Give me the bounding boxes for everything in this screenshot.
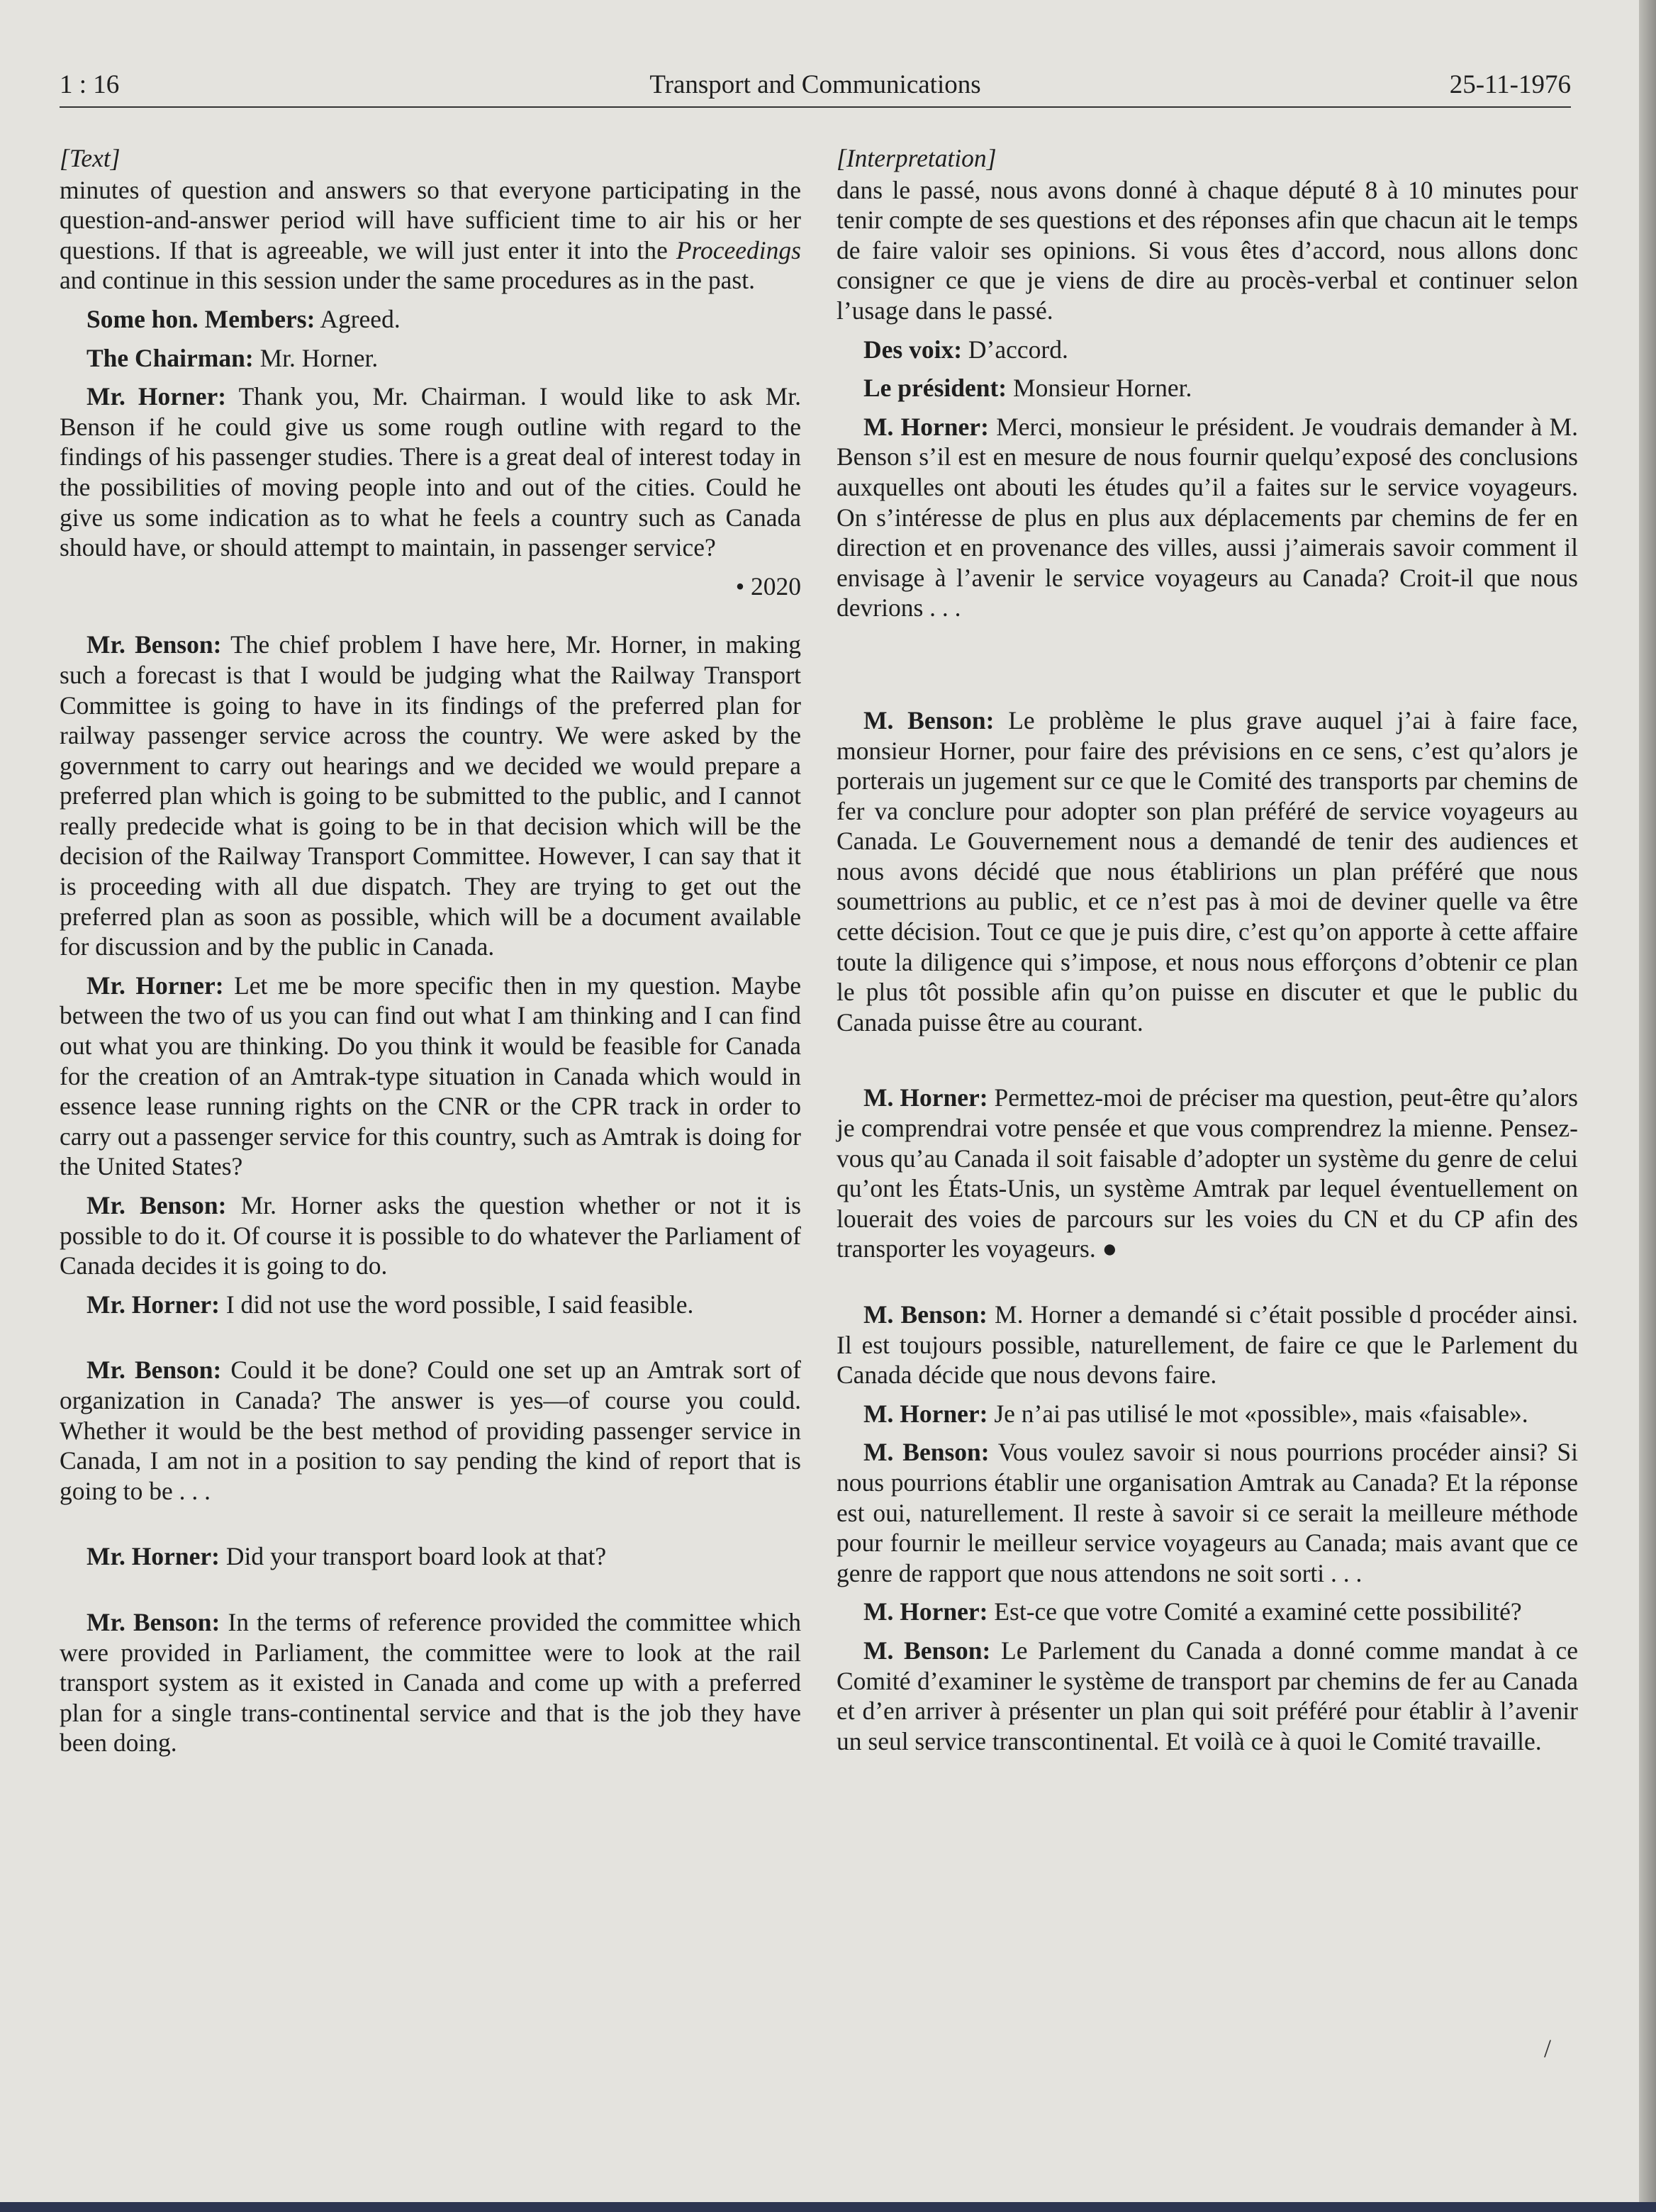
speaker-label: Mr. Horner: (86, 971, 224, 1000)
header-rule (60, 106, 1571, 108)
speech-paragraph: M. Horner: Est-ce que votre Comité a examiné cette possibilité? (863, 1597, 1522, 1626)
speech-paragraph: Mr. Horner: Did your transport board look at that? (86, 1542, 607, 1571)
speaker-label: M. Benson: (863, 1636, 991, 1665)
speech-paragraph: M. Benson: M. Horner a demandé si c’était possible d procéder ainsi. Il est toujours possible, naturellement, de faire ce que le Parlement du Canada décide que nous devons faire. (837, 1300, 1578, 1390)
page-mark: / (1544, 2034, 1552, 2062)
speech-paragraph: Mr. Benson: The chief problem I have here, Mr. Horner, in making such a forecast is that I would be judging what the Railway Transport Committee is going to have in its findings of the preferred plan for railway passenger service across the country. We were asked by the government to carry out hearings and we decided we would prepare a preferred plan which is going to be submitted to the public, and I cannot really predecide what is going to be in that decision which will be the decision of the Railway Transport Committee. However, I can say that it is proceeding with all due dispatch. They are trying to get out the preferred plan as soon as possible, which will be a document available for discussion and by the public in Canada. (60, 630, 801, 961)
speech-paragraph: Mr. Benson: Mr. Horner asks the question whether or not it is possible to do it. Of course it is possible to do whatever the Parliament of Canada decides it is going to do. (60, 1191, 801, 1280)
speaker-label: M. Benson: (863, 1300, 988, 1329)
column-label: [Text] (60, 144, 121, 172)
spacer (837, 669, 1578, 705)
speech-paragraph: Mr. Benson: Could it be done? Could one set up an Amtrak sort of organization in Canada? The answer is yes—of course you could. Whether it would be the best method of providing passenger service in Canada, I am not in a position to say pending the kind of report that is going to be . . . (60, 1356, 801, 1505)
page-number: 1 : 16 (60, 70, 120, 99)
bullet-mark: ● (1102, 1234, 1118, 1263)
intro-paragraph: minutes of question and answers so that everyone participating in the question-and-answer period will have sufficient time to air his or her questions. If that is agreeable, we will just enter it into the Proceedings and continue in this session under the same procedures as in the past. (60, 175, 801, 295)
page-spine-edge (1639, 0, 1656, 2212)
speech-paragraph: Mr. Horner: Thank you, Mr. Chairman. I would like to ask Mr. Benson if he could give us some rough outline with regard to the findings of his passenger studies. There is a great deal of interest today in the possibilities of moving people into and out of the cities. Could he give us some indication as to what he feels a country such as Canada should have, or should attempt to maintain, in passenger service? (60, 382, 802, 562)
speaker-label: M. Horner: (863, 1597, 988, 1626)
speech-paragraph: M. Benson: Le Parlement du Canada a donné comme mandat à ce Comité d’examiner le système de transport par chemins de fer au Canada et d’en arriver à présenter un plan qui soit préféré pour établir à l’avenir un seul service transcontinental. Et voilà ce à quoi le Comité travaille. (837, 1636, 1578, 1755)
speaker-label: Mr. Benson: (86, 630, 222, 659)
english-column (60, 143, 801, 1767)
bottom-edge (0, 2202, 1656, 2212)
publication-title: Transport and Communications (649, 70, 981, 99)
speaker-label: M. Horner: (863, 412, 989, 441)
spacer (60, 1514, 801, 1541)
speaker-label: M. Benson: (863, 1438, 990, 1467)
page-date: 25-11-1976 (1449, 70, 1571, 99)
speech-paragraph: Some hon. Members: Agreed. (86, 304, 401, 333)
intro-paragraph: dans le passé, nous avons donné à chaque député 8 à 10 minutes pour tenir compte de ses questions et des réponses afin que chacun ait le temps de faire valoir ses opinions. Si vous êtes d’accord, nous allons donc consigner ce que je viens de dire au procès-verbal et continuer selon l’usage dans le passé. (837, 175, 1578, 325)
speaker-label: Mr. Benson: (86, 1607, 220, 1636)
speaker-label: Mr. Horner: (86, 382, 227, 411)
spacer (837, 1046, 1578, 1083)
speech-paragraph: The Chairman: Mr. Horner. (86, 343, 379, 372)
spacer (60, 1580, 801, 1607)
speaker-label: M. Horner: (863, 1083, 988, 1112)
speech-paragraph: M. Horner: Je n’ai pas utilisé le mot «possible», mais «faisable». (863, 1399, 1528, 1428)
spacer (837, 1273, 1578, 1300)
speech-paragraph: Mr. Horner: Let me be more specific then in my question. Maybe between the two of us you can find out what I am thinking and I can find out what you are thinking. Do you think it would be feasible for Canada for the creation of an Amtrak-type situation in Canada which would in essence lease running rights on the CNR or the CPR track in order to carry out a passenger service for this country, such as Amtrak is doing for the United States? (60, 971, 802, 1181)
speaker-label: Mr. Horner: (86, 1542, 220, 1571)
speech-paragraph: Mr. Benson: In the terms of reference provided the committee which were provided in Parliament, the committee were to look at the rail transport system as it existed in Canada and come up with a preferred plan for a single trans-continental service and that is the job they have been doing. (60, 1607, 801, 1758)
speaker-label: Mr. Horner: (86, 1290, 220, 1319)
speech-paragraph: M. Horner: Merci, monsieur le président. Je voudrais demander à M. Benson s’il est en mesure de nous fournir quelqu’exposé des conclusions auxquelles ont abouti les études qu’il a faites sur le service voyageurs. On s’intéresse de plus en plus aux déplacements par chemins de fer en direction et en provenance des villes, aussi j’aimerais savoir comment il envisage à l’avenir le service voyageurs au Canada? Croit-il que nous devrions . . . (837, 412, 1578, 622)
speech-paragraph: M. Benson: Vous voulez savoir si nous pourrions procéder ainsi? Si nous pourrions établir une organisation Amtrak au Canada? Et la réponse est oui, naturellement. Il reste à savoir si ce serait la meilleure méthode pour fournir le meilleur service voyageurs au Canada; mais avant que ce genre de rapport que nous attendons ne soit sorti . . . (837, 1438, 1579, 1587)
speech-paragraph: M. Benson: Le problème le plus grave auquel j’ai à faire face, monsieur Horner, pour faire des prévisions en ce sens, c’est qu’alors je porterais un jugement sur ce que le Comité des transports par chemins de fer va conclure pour adopter son plan préféré de service voyageurs au Canada. Le Gouvernement nous a demandé de tenir des audiences et nous avons décidé que nous établirions un plan préféré que nous soumettrions au public, et ce n’est pas à moi de deviner quelle va être cette décision. Tout ce que je puis dire, c’est qu’on apporte à cette affaire toute la diligence qui s’impose, et nous nous efforçons d’obtenir ce plan le plus tôt possible afin qu’on puisse en discuter et que le public du Canada puisse être au courant. (837, 705, 1579, 1037)
page-header (60, 69, 1571, 106)
time-marker: • 2020 (735, 571, 801, 601)
speech-paragraph: Des voix: D’accord. (863, 335, 1068, 364)
spacer (60, 1328, 801, 1355)
speaker-label: Mr. Benson: (86, 1191, 227, 1219)
speaker-label: Le président: (863, 374, 1007, 403)
french-column (837, 143, 1578, 1765)
speech-paragraph: Mr. Horner: I did not use the word possible, I said feasible. (86, 1290, 694, 1319)
spacer (837, 632, 1578, 669)
speaker-label: Mr. Benson: (86, 1356, 222, 1385)
speaker-label: Some hon. Members: (86, 304, 315, 333)
speech-paragraph: Le président: Monsieur Horner. (863, 374, 1192, 403)
speaker-label: The Chairman: (86, 343, 254, 372)
speaker-label: Des voix: (863, 335, 963, 364)
speaker-label: M. Horner: (863, 1399, 988, 1428)
column-label: [Interpretation] (837, 144, 997, 172)
speech-paragraph: M. Horner: Permettez-moi de préciser ma question, peut-être qu’alors je comprendrai votre pensée et que vous comprendrez la mienne. Pensez-vous qu’au Canada il soit faisable d’adopter un système du genre de celui qu’ont les États-Unis, un système Amtrak par lequel éventuellement on louerait des voies de parcours sur les voies du CN et du CP afin des transporter les voyageurs. ● (837, 1083, 1578, 1263)
speaker-label: M. Benson: (863, 705, 995, 734)
